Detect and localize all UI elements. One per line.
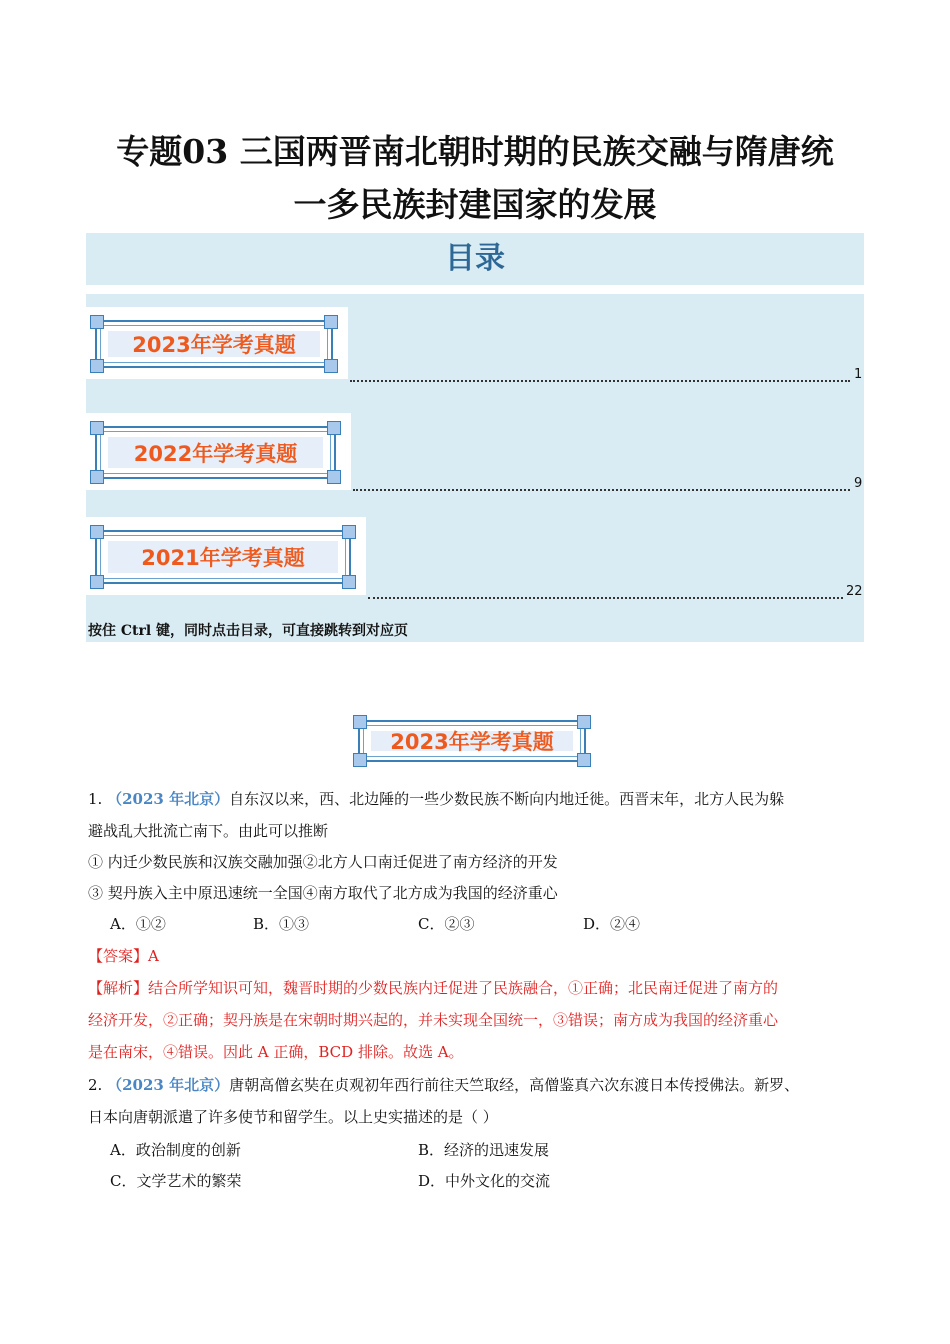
corner-icon: [324, 359, 338, 373]
toc-leader-dots: [368, 583, 843, 599]
toc-leader-dots: [353, 475, 850, 491]
q1-number: 1.: [88, 790, 103, 808]
ctrl-hint: 按住 Ctrl 键，同时点击目录，可直接跳转到对应页: [88, 623, 409, 639]
toc-entry-label: 2021年学考真题: [108, 541, 338, 573]
toc-page-number[interactable]: 1: [854, 367, 863, 382]
q2-stem-text: 唐朝高僧玄奘在贞观初年西行前往天竺取经，高僧鉴真六次东渡日本传授佛法。新罗、: [229, 1076, 800, 1094]
document-title-line-1: 专题03 三国两晋南北朝时期的民族交融与隋唐统: [116, 132, 834, 171]
q1-stem-text: 自东汉以来，西、北边陲的一些少数民族不断向内地迁徙。西晋末年，北方人民为躲: [229, 790, 785, 808]
toc-leader-dots: [350, 366, 850, 382]
section-badge-2023: [349, 707, 601, 773]
corner-icon: [342, 525, 356, 539]
toc-page-number[interactable]: 22: [846, 584, 863, 599]
q1-option-d: D．②④: [583, 915, 641, 933]
analysis-label: 【解析】: [88, 979, 149, 997]
q2-stem-line-2: 日本向唐朝派遣了许多使节和留学生。以上史实描述的是（ ）: [88, 1108, 498, 1126]
q2-number: 2.: [88, 1076, 103, 1094]
corner-icon: [90, 421, 104, 435]
corner-icon: [353, 715, 367, 729]
toc-entry-2021[interactable]: [86, 517, 366, 595]
q2-option-a: A．政治制度的创新: [110, 1141, 241, 1159]
corner-icon: [90, 359, 104, 373]
toc-entry-2023[interactable]: [86, 307, 348, 379]
q1-stem-line-2: 避战乱大批流亡南下。由此可以推断: [88, 822, 329, 840]
q1-answer: [88, 945, 159, 967]
q2-stem-line-1: [88, 1074, 799, 1096]
q2-source: （2023 年北京）: [107, 1076, 230, 1094]
corner-icon: [327, 421, 341, 435]
analysis-text: 结合所学知识可知，魏晋时期的少数民族内迁促进了民族融合，①正确；北民南迁促进了南方的: [148, 979, 779, 997]
answer-label: 【答案】: [88, 947, 149, 965]
corner-icon: [327, 470, 341, 484]
corner-icon: [353, 753, 367, 767]
corner-icon: [324, 315, 338, 329]
q1-analysis-line-2: 经济开发，②正确；契丹族是在宋朝时期兴起的，并未实现全国统一，③错误；南方成为我国的经济重心: [88, 1011, 779, 1029]
answer-value: A: [148, 947, 159, 965]
corner-icon: [90, 525, 104, 539]
toc-entry-label: 2023年学考真题: [108, 331, 320, 357]
q2-option-c: C．文学艺术的繁荣: [110, 1172, 242, 1190]
q1-option-c: C．②③: [418, 915, 475, 933]
corner-icon: [90, 575, 104, 589]
q1-analysis-line-3: 是在南宋，④错误。因此 A 正确，BCD 排除。故选 A。: [88, 1043, 464, 1061]
toc-page-number[interactable]: 9: [854, 476, 863, 491]
corner-icon: [577, 715, 591, 729]
q1-item-line-1: ① 内迁少数民族和汉族交融加强②北方人口南迁促进了南方经济的开发: [88, 853, 558, 871]
toc-heading: 目录: [86, 233, 864, 285]
document-title-line-2: 一多民族封建国家的发展: [293, 185, 657, 224]
q1-analysis-line-1: [88, 977, 778, 999]
q1-stem-line-1: [88, 788, 784, 810]
toc-entry-label: 2022年学考真题: [108, 437, 323, 468]
corner-icon: [577, 753, 591, 767]
q1-option-a: A．①②: [110, 915, 166, 933]
corner-icon: [342, 575, 356, 589]
q1-source: （2023 年北京）: [107, 790, 230, 808]
section-badge-label: 2023年学考真题: [371, 731, 573, 751]
q2-option-d: D．中外文化的交流: [418, 1172, 551, 1190]
corner-icon: [90, 315, 104, 329]
toc-entry-2022[interactable]: [86, 413, 351, 490]
corner-icon: [90, 470, 104, 484]
q2-option-b: B．经济的迅速发展: [418, 1141, 550, 1159]
q1-item-line-2: ③ 契丹族入主中原迅速统一全国④南方取代了北方成为我国的经济重心: [88, 884, 558, 902]
q1-option-b: B．①③: [253, 915, 310, 933]
